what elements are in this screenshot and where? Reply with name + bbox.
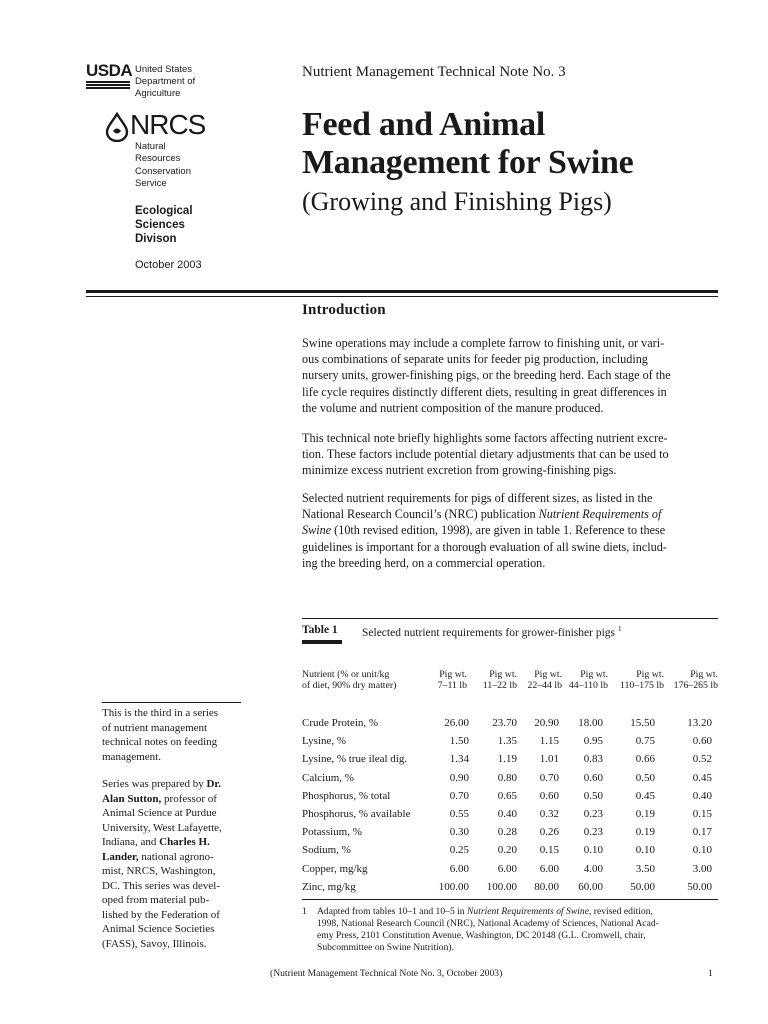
table-cell: 0.52	[692, 753, 712, 766]
table-cell: 1.35	[497, 735, 517, 748]
table-column-header: Pig wt. 44–110 lb	[568, 669, 608, 691]
table-cell: 26.00	[444, 717, 469, 729]
row-label: Lysine, % true ileal dig.	[302, 753, 408, 766]
table-cell: 0.55	[449, 807, 469, 820]
table-cell: 0.15	[539, 844, 559, 857]
row-label: Potassium, %	[302, 826, 362, 839]
table-cell: 0.32	[539, 807, 559, 820]
header-divider-thick	[86, 290, 718, 293]
table-bottom-rule	[302, 899, 718, 900]
table-cell: 20.90	[534, 717, 559, 729]
table-cell: 0.20	[497, 844, 517, 857]
intro-paragraph-1: Swine operations may include a complete farrow to finishing unit, or vari- ous combinations of separate units for feeder pig production, including nursery units, grower-finishing pigs, or the breeding herd. Each stage of the life cycle requires distinctly different diets, resulting in great differences in the volume and nutrient composition of the manure produced.	[302, 336, 671, 415]
table-column-header: Pig wt. 11–22 lb	[482, 669, 517, 691]
table-cell: 1.50	[449, 735, 469, 748]
intro-paragraph-3: Selected nutrient requirements for pigs of different sizes, as listed in the National Research Council’s (NRC) publication Nutrient Requirements of Swine (10th revised edition, 1998), are given in table 1. Reference to these guidelines is important for a thorough evaluation of all swine diets, includ- ing the breeding herd, on a commercial operation.	[302, 491, 667, 570]
table-top-rule	[302, 618, 718, 619]
table-row	[302, 878, 720, 896]
table-cell: 0.17	[692, 826, 712, 839]
nrcs-wordmark: NRCS	[130, 109, 206, 140]
table-cell: 13.20	[687, 717, 712, 729]
table-cell: 0.60	[692, 735, 712, 748]
table-row	[302, 860, 720, 878]
table-cell: 18.00	[578, 717, 603, 729]
table-cell: 0.45	[635, 789, 655, 802]
table-cell: 0.66	[635, 753, 655, 766]
table-cell: 0.60	[583, 771, 603, 784]
table-cell: 0.19	[635, 807, 655, 820]
table-cell: 0.65	[497, 789, 517, 802]
table-cell: 1.15	[539, 735, 559, 748]
row-label: Calcium, %	[302, 771, 354, 784]
table-cell: 0.10	[583, 844, 603, 857]
table-cell: 0.23	[583, 826, 603, 839]
table-cell: 23.70	[492, 717, 517, 729]
sidebar-series-note: This is the third in a series of nutrient management technical notes on feeding management.	[102, 707, 219, 763]
row-label: Phosphorus, % available	[302, 807, 411, 820]
table-row	[302, 732, 720, 750]
table-row	[302, 714, 720, 732]
table-cell: 60.00	[578, 880, 603, 893]
table-caption: Selected nutrient requirements for grower-finisher pigs $^1$	[362, 624, 622, 639]
table-row-header: Nutrient (% or unit/kg of diet, 90% dry matter)	[302, 669, 397, 691]
intro-paragraph-2: This technical note briefly highlights some factors affecting nutrient excre- tion. These factors include potential dietary adjustments that can be used to minimize excess nutrient excretion from growing-finishing pigs.	[302, 431, 669, 478]
table-row	[302, 750, 720, 768]
table-cell: 0.90	[449, 771, 469, 784]
usda-logo-stripes	[86, 81, 130, 89]
table-cell: 6.00	[497, 862, 517, 875]
table-cell: 50.00	[630, 880, 655, 893]
table-row	[302, 841, 720, 859]
row-label: Copper, mg/kg	[302, 862, 368, 875]
page-subtitle: (Growing and Finishing Pigs)	[302, 187, 612, 216]
table-cell: 50.00	[687, 880, 712, 893]
table-cell: 0.10	[692, 844, 712, 857]
table-column-header: Pig wt. 22–44 lb	[527, 669, 562, 691]
table-cell: 1.19	[497, 753, 517, 766]
table-cell: 0.60	[539, 789, 559, 802]
table-cell: 0.40	[497, 807, 517, 820]
table-cell: 4.00	[583, 862, 603, 875]
table-cell: 0.83	[583, 753, 603, 766]
table-row	[302, 823, 720, 841]
table-cell: 0.75	[635, 735, 655, 748]
nrcs-agency-name: Natural Resources Conservation Service	[135, 141, 191, 189]
publication-title: Nutrient Requirements of	[538, 507, 662, 522]
table-label-bar	[302, 640, 342, 644]
header-divider-thin	[86, 296, 718, 297]
table-cell: 0.95	[583, 735, 603, 748]
table-cell: 100.00	[438, 880, 469, 893]
table-cell: 0.19	[635, 826, 655, 839]
usda-agency-name: United States Department of Agriculture	[135, 64, 196, 99]
footnote-marker: 1	[617, 624, 622, 633]
sidebar-credits: Series was prepared by Dr. Alan Sutton, professor of Animal Science at Purdue University, West Lafayette, Indiana, and Charles H. Lander, national agrono- mist, NRCS, Washington, DC. This series was devel- oped from material pub- lished by the Federation of Animal Science Societies (FASS), Savoy, Illinois.	[102, 778, 222, 950]
page-footer: (Nutrient Management Technical Note No. 3, October 2003)	[270, 968, 503, 979]
section-heading-introduction: Introduction	[302, 302, 386, 318]
publication-title: Swine	[302, 523, 332, 538]
table-cell: 0.25	[449, 844, 469, 857]
table-cell: 1.01	[539, 753, 559, 766]
nrcs-drop-icon	[104, 112, 130, 142]
table-cell: 6.00	[539, 862, 559, 875]
table-cell: 6.00	[449, 862, 469, 875]
table-cell: 3.50	[635, 862, 655, 875]
usda-logo	[86, 61, 133, 96]
page-number: 1	[708, 968, 713, 979]
table-cell: 0.26	[539, 826, 559, 839]
table-cell: 3.00	[692, 862, 712, 875]
table-cell: 0.30	[449, 826, 469, 839]
table-cell: 0.80	[497, 771, 517, 784]
table-cell: 0.23	[583, 807, 603, 820]
table-cell: 1.34	[449, 753, 469, 766]
page-title: Feed and Animal Management for Swine	[302, 106, 634, 181]
table-column-header: Pig wt. 7–11 lb	[437, 669, 467, 691]
table-label: Table 1	[302, 624, 338, 636]
table-cell: 0.40	[692, 789, 712, 802]
table-cell: 0.28	[497, 826, 517, 839]
publication-date: October 2003	[135, 259, 202, 271]
division-name: Ecological Sciences Divison	[135, 205, 193, 245]
table-cell: 15.50	[630, 717, 655, 729]
table-row	[302, 787, 720, 805]
table-cell: 0.50	[635, 771, 655, 784]
table-row	[302, 769, 720, 787]
table-row	[302, 805, 720, 823]
table-column-header: Pig wt. 110–175 lb	[620, 669, 664, 691]
footnote-number: 1	[302, 906, 307, 917]
row-label: Phosphorus, % total	[302, 789, 391, 802]
sidebar-divider	[102, 702, 241, 703]
table-cell: 0.70	[539, 771, 559, 784]
table-cell: 80.00	[534, 880, 559, 893]
row-label: Sodium, %	[302, 844, 351, 857]
usda-wordmark: USDA	[86, 61, 133, 80]
row-label: Lysine, %	[302, 735, 346, 748]
table-cell: 0.15	[692, 807, 712, 820]
table-body	[302, 714, 720, 896]
row-label: Zinc, mg/kg	[302, 880, 356, 893]
table-column-header: Pig wt. 176–265 lb	[673, 669, 718, 691]
table-cell: 0.45	[692, 771, 712, 784]
table-cell: 0.10	[635, 844, 655, 857]
row-label: Crude Protein, %	[302, 717, 379, 729]
table-cell: 100.00	[486, 880, 517, 893]
table-cell: 0.50	[583, 789, 603, 802]
series-title: Nutrient Management Technical Note No. 3	[302, 64, 566, 80]
table-cell: 0.70	[449, 789, 469, 802]
